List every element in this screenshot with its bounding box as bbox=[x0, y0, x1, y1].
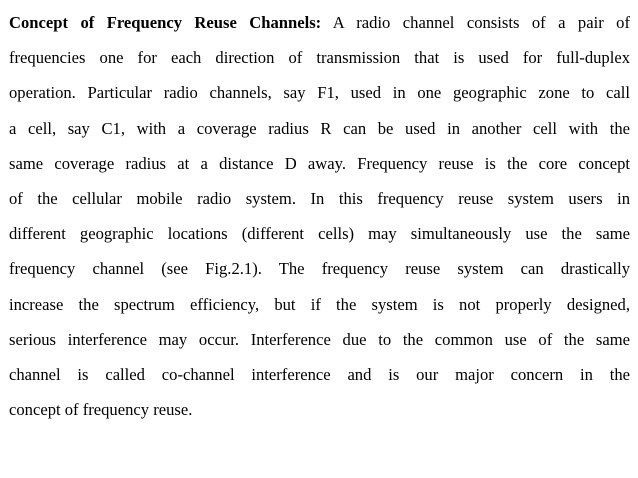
text-line-2: frequencies one for each direction of transmission that is used for full-duplex bbox=[9, 48, 630, 68]
section-heading: Concept of Frequency Reuse Channels: bbox=[9, 13, 322, 32]
line-text: A radio channel consists of a pair of bbox=[321, 13, 630, 32]
text-line-9: increase the spectrum efficiency, but if the system is not properly designed, bbox=[9, 294, 630, 314]
text-line-8: frequency channel (see Fig.2.1). The frequency reuse system can drastically bbox=[9, 259, 630, 279]
text-line-5: same coverage radius at a distance D away. Frequency reuse is the core concept bbox=[9, 153, 630, 173]
text-line-10: serious interference may occur. Interference due to the common use of the same bbox=[9, 329, 630, 349]
text-line-1 bbox=[9, 5, 630, 40]
text-line-11: channel is called co-channel interference and is our major concern in the bbox=[9, 364, 630, 384]
text-line-6: of the cellular mobile radio system. In this frequency reuse system users in bbox=[9, 188, 630, 208]
text-line-12: concept of frequency reuse. bbox=[9, 400, 193, 420]
text-line-4: a cell, say C1, with a coverage radius R can be used in another cell with the bbox=[9, 118, 630, 138]
text-line-3: operation. Particular radio channels, say F1, used in one geographic zone to call bbox=[9, 83, 630, 103]
paragraph bbox=[9, 5, 630, 427]
text-line-7: different geographic locations (different cells) may simultaneously use the same bbox=[9, 224, 630, 244]
